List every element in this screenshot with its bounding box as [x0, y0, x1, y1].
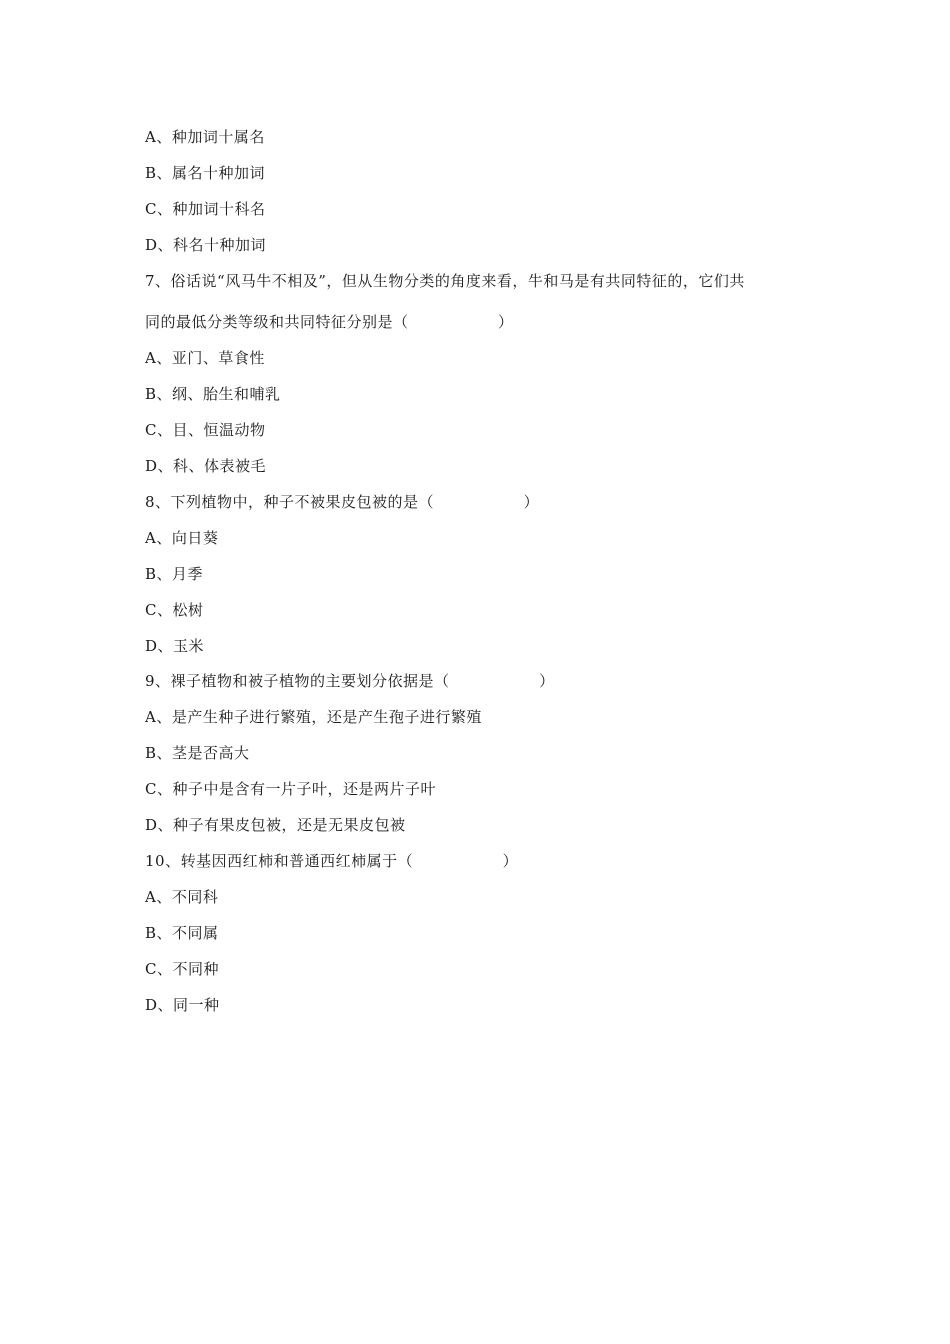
- q8-option-b: B、月季: [145, 565, 204, 583]
- q6-option-a: A、种加词十属名: [145, 128, 265, 146]
- q7-question-line1: 7、俗话说“风马牛不相及”，但从生物分类的角度来看，牛和马是有共同特征的，它们共: [145, 272, 745, 290]
- q10-option-a: A、不同科: [145, 888, 219, 906]
- q9-option-a: A、是产生种子进行繁殖，还是产生孢子进行繁殖: [145, 708, 482, 726]
- q7-question-line2: 同的最低分类等级和共同特征分别是（ ）: [145, 313, 514, 331]
- q8-option-a: A、向日葵: [145, 529, 219, 547]
- q9-option-c: C、种子中是含有一片子叶，还是两片子叶: [145, 780, 436, 798]
- q8-question: 8、下列植物中，种子不被果皮包被的是（ ）: [145, 493, 540, 511]
- q10-question: 10、转基因西红柿和普通西红柿属于（ ）: [145, 852, 519, 870]
- q7-option-d: D、科、体表被毛: [145, 457, 267, 475]
- q8-option-d: D、玉米: [145, 637, 205, 655]
- q10-option-b: B、不同属: [145, 924, 219, 942]
- q7-option-c: C、目、恒温动物: [145, 421, 266, 439]
- q8-option-c: C、松树: [145, 601, 204, 619]
- q9-option-d: D、种子有果皮包被，还是无果皮包被: [145, 816, 406, 834]
- q9-question: 9、裸子植物和被子植物的主要划分依据是（ ）: [145, 672, 555, 690]
- q7-option-b: B、纲、胎生和哺乳: [145, 385, 281, 403]
- q7-option-a: A、亚门、草食性: [145, 349, 265, 367]
- q6-option-b: B、属名十种加词: [145, 164, 266, 182]
- q9-option-b: B、茎是否高大: [145, 744, 250, 762]
- q10-option-d: D、同一种: [145, 996, 220, 1014]
- q6-option-d: D、科名十种加词: [145, 236, 267, 254]
- q6-option-c: C、种加词十科名: [145, 200, 266, 218]
- q10-option-c: C、不同种: [145, 960, 219, 978]
